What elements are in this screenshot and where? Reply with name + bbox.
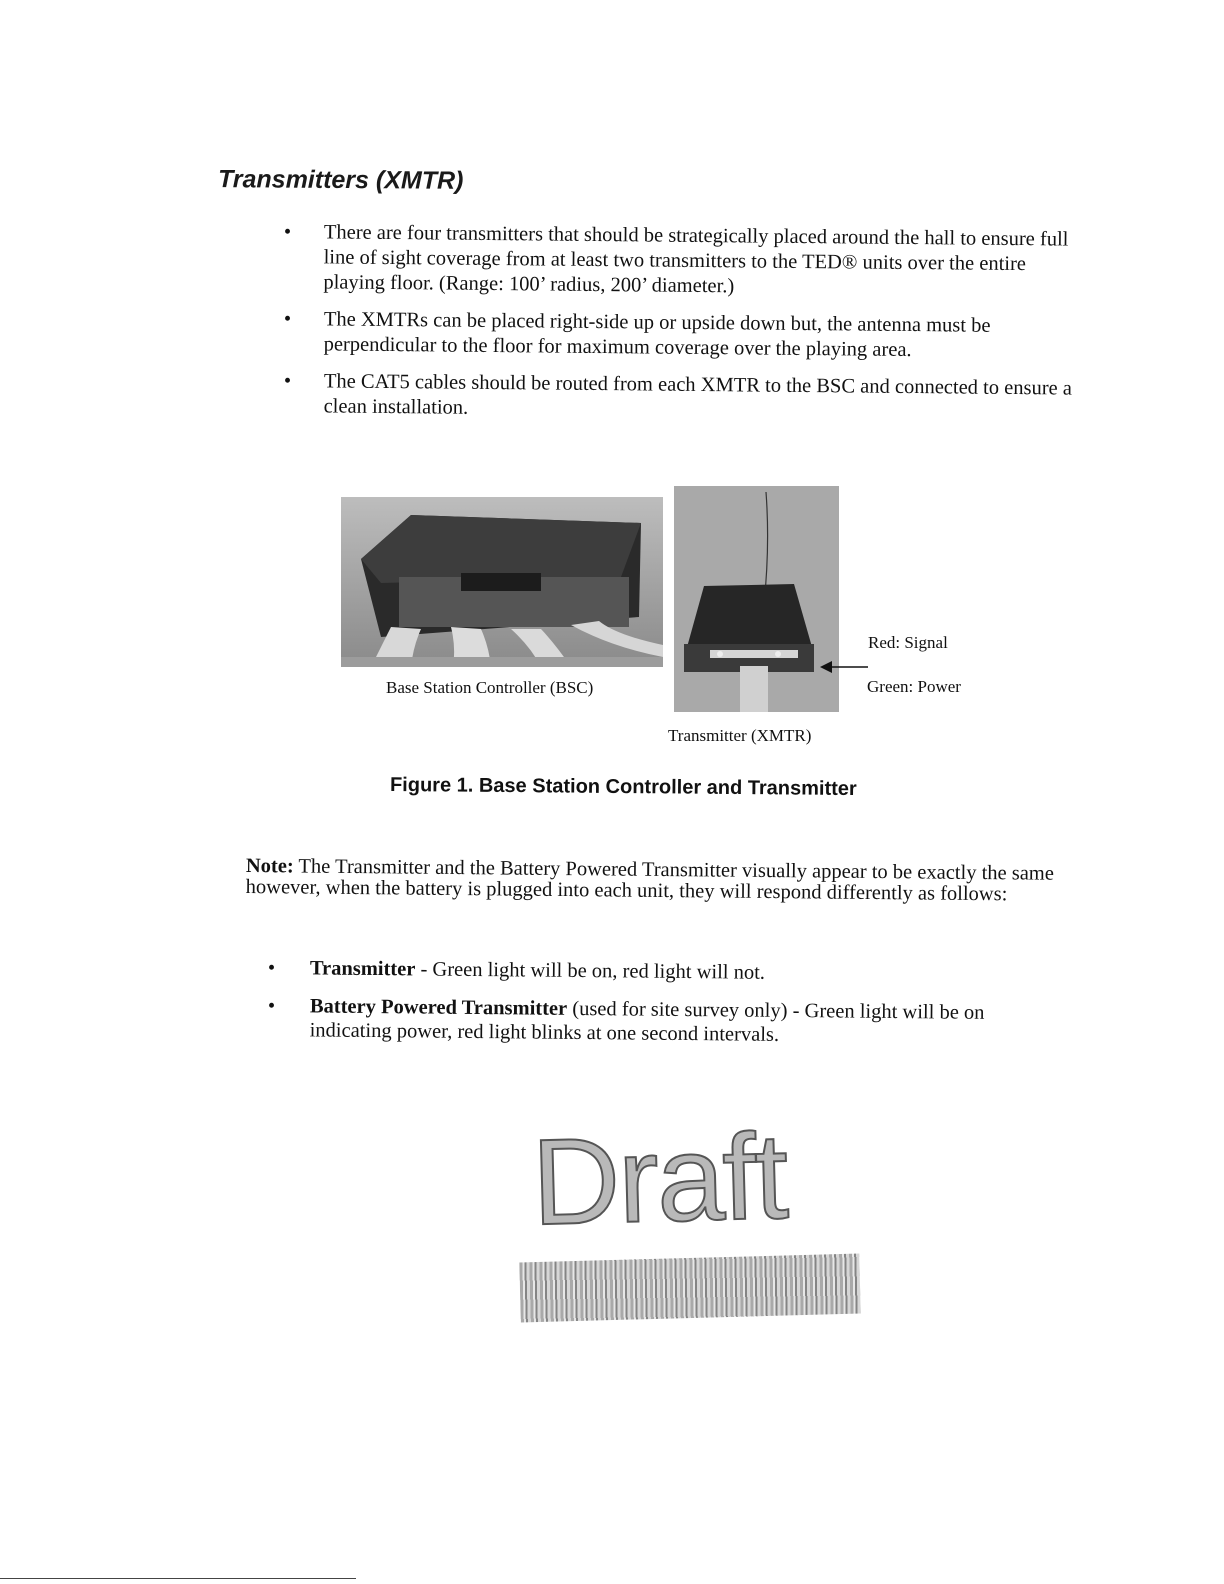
bsc-device-illustration: [341, 497, 663, 667]
list-item: [284, 307, 1074, 365]
xmtr-photo: [674, 486, 839, 712]
response-term: Battery Powered Transmitter: [309, 995, 568, 1020]
footer-rule: [0, 1578, 356, 1579]
callout-arrow-icon: [818, 656, 870, 678]
bullet-icon: •: [283, 369, 292, 393]
note-label: Note:: [245, 855, 294, 878]
xmtr-device-illustration: [674, 486, 839, 712]
red-signal-label: Red: Signal: [868, 633, 948, 652]
section-heading: Transmitters (XMTR): [217, 165, 464, 195]
response-text: - Green light will be on, red light will not.: [415, 958, 766, 984]
list-item: [283, 220, 1074, 303]
bullet-icon: •: [267, 994, 276, 1018]
bullet-icon: •: [283, 307, 292, 331]
response-list: [268, 956, 1068, 1056]
figure-title: Figure 1. Base Station Controller and Transmitter: [389, 773, 857, 801]
bullet-text: The XMTRs can be placed right-side up or upside down but, the antenna must be perpendicular to the floor for maximum coverage over the playing area.: [323, 308, 991, 362]
stamp-noise-bar: [519, 1254, 860, 1323]
bullet-icon: •: [267, 956, 276, 980]
bullet-icon: •: [283, 220, 292, 244]
bullet-text: The CAT5 cables should be routed from each XMTR to the BSC and connected to ensure a clean installation.: [323, 370, 1073, 419]
xmtr-caption: Transmitter (XMTR): [668, 726, 812, 745]
bsc-photo: [341, 497, 663, 667]
list-item: [284, 369, 1074, 427]
green-power-label: Green: Power: [867, 677, 961, 696]
list-item: [268, 994, 1068, 1050]
note-text: The Transmitter and the Battery Powered Transmitter visually appear to be exactly the same however, when the battery is plugged into each unit, they will respond differently as follows:: [245, 855, 1055, 906]
draft-stamp: Draft: [530, 1107, 789, 1251]
transmitter-bullet-list: [284, 220, 1074, 431]
response-term: Transmitter: [309, 957, 416, 981]
bullet-text: There are four transmitters that should be strategically placed around the hall to ensure full line of sight coverage from at least two transmitters to the TED® units over the entire playing floor. (Range: 100’ radius, 200’ diameter.): [323, 221, 1069, 298]
response-text: (used for site survey only) - Green light will be on indicating power, red light blinks at one second intervals.: [309, 997, 985, 1046]
list-item: [268, 956, 1068, 988]
bsc-caption: Base Station Controller (BSC): [386, 678, 594, 697]
note-paragraph: [246, 856, 1056, 906]
